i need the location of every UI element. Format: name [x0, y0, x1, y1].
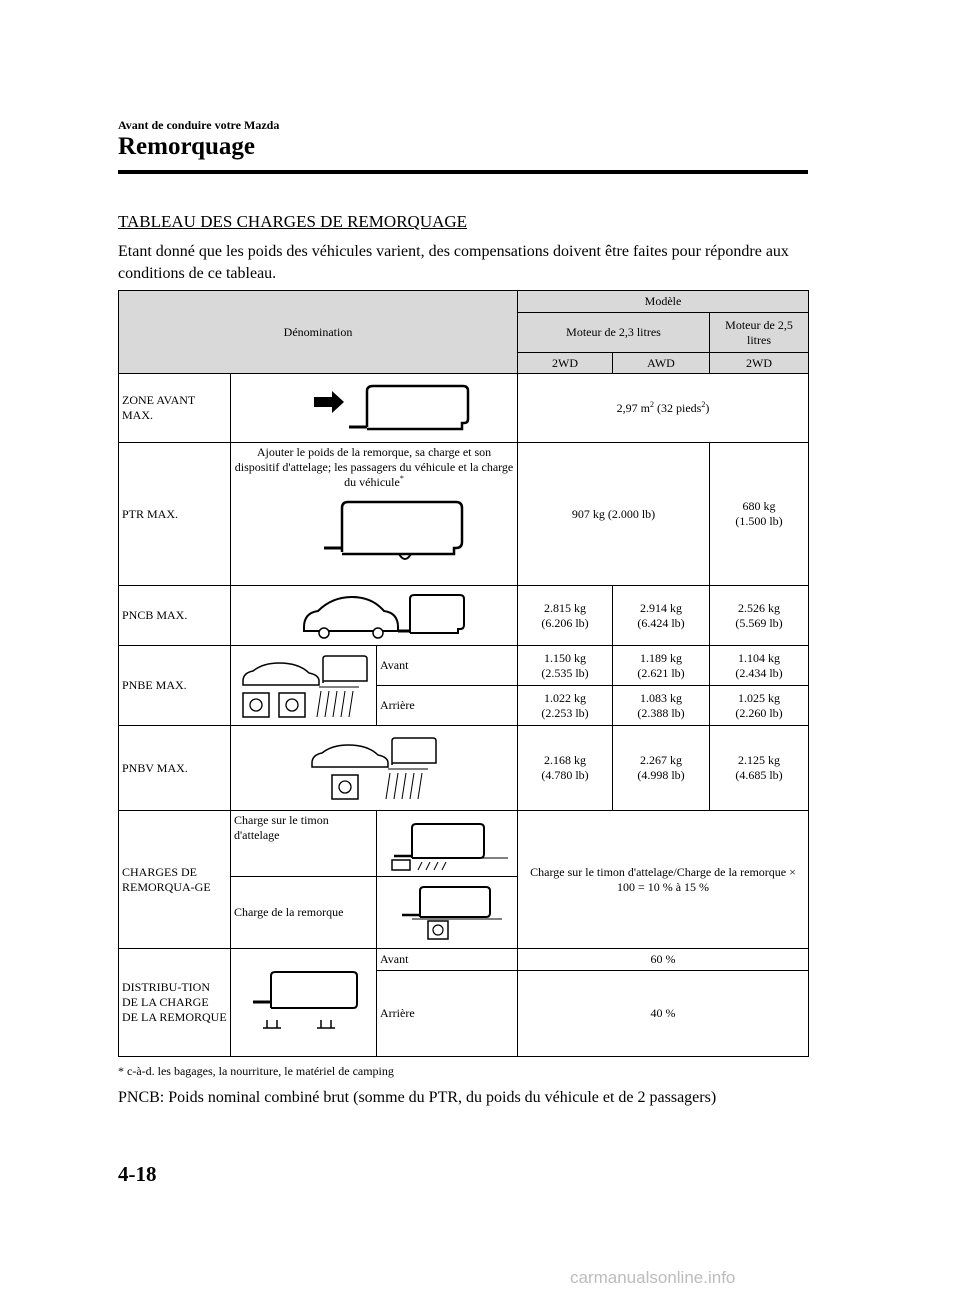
charges-timon-label: Charge sur le timon d'attelage — [231, 811, 377, 877]
header-awd-23: AWD — [613, 353, 710, 374]
title-rule — [118, 170, 808, 174]
pncb-illustration-cell — [231, 586, 518, 646]
ptr-value-25: 680 kg (1.500 lb) — [710, 443, 809, 586]
ptr-description: Ajouter le poids de la remorque, sa charge et son dispositif d'attelage; les passagers du véhicule et la charge du véhicule* — [234, 445, 514, 489]
pnbe-avant-3: 1.104 kg (2.434 lb) — [710, 646, 809, 686]
ptr-description-cell — [231, 443, 518, 586]
ptr-value-23: 907 kg (2.000 lb) — [518, 443, 710, 586]
trailer-weight-icon — [382, 883, 512, 943]
header-moteur-25: Moteur de 2,5 litres — [710, 313, 809, 353]
intro-paragraph: Etant donné que les poids des véhicules varient, des compensations doivent être faites pour répondre aux conditions de ce tableau. — [118, 243, 789, 282]
distribution-arriere-label: Arrière — [377, 971, 518, 1057]
distribution-avant-label: Avant — [377, 949, 518, 971]
towing-load-table — [118, 290, 809, 1057]
header-2wd-23: 2WD — [518, 353, 613, 374]
row-label-distribution: DISTRIBU-TION DE LA CHARGE DE LA REMORQUE — [119, 949, 231, 1057]
row-label-pnbe: PNBE MAX. — [119, 646, 231, 726]
pnbe-avant-2: 1.189 kg (2.621 lb) — [613, 646, 710, 686]
charges-remorque-illustration — [377, 877, 518, 949]
row-label-pncb: PNCB MAX. — [119, 586, 231, 646]
distribution-avant-value: 60 % — [518, 949, 809, 971]
car-trailer-icon — [274, 593, 474, 639]
pnbv-value-3: 2.125 kg (4.685 lb) — [710, 726, 809, 811]
page-title: Remorquage — [118, 133, 256, 160]
breadcrumb: Avant de conduire votre Mazda — [118, 118, 280, 132]
row-label-ptr: PTR MAX. — [119, 443, 231, 586]
pnbe-avant-1: 1.150 kg (2.535 lb) — [518, 646, 613, 686]
pnbe-avant-label: Avant — [377, 646, 518, 686]
axle-scale-icon — [235, 651, 373, 721]
row-label-charges: CHARGES DE REMORQUA-GE — [119, 811, 231, 949]
charges-timon-illustration — [377, 811, 518, 877]
header-moteur-23: Moteur de 2,3 litres — [518, 313, 710, 353]
pnbe-arriere-3: 1.025 kg (2.260 lb) — [710, 686, 809, 726]
pnbe-arriere-1: 1.022 kg (2.253 lb) — [518, 686, 613, 726]
pnbv-value-2: 2.267 kg (4.998 lb) — [613, 726, 710, 811]
pnbe-arriere-2: 1.083 kg (2.388 lb) — [613, 686, 710, 726]
page-number: 4-18 — [118, 1162, 157, 1186]
header-2wd-25: 2WD — [710, 353, 809, 374]
vehicle-scale-icon — [294, 733, 454, 803]
zone-value: 2,97 $m^2$ (32 pieds$^2$) — [518, 374, 809, 443]
pnbv-illustration-cell — [231, 726, 518, 811]
pncb-value-3: 2.526 kg (5.569 lb) — [710, 586, 809, 646]
trailer-front-arrow-icon — [274, 383, 474, 433]
charges-remorque-label: Charge de la remorque — [231, 877, 377, 949]
watermark: carmanualsonline.info — [570, 1268, 736, 1287]
row-label-zone: ZONE AVANT MAX. — [119, 374, 231, 443]
pnbv-value-1: 2.168 kg (4.780 lb) — [518, 726, 613, 811]
header-denomination: Dénomination — [119, 291, 518, 374]
trailer-icon — [274, 496, 474, 566]
pncb-value-1: 2.815 kg (6.206 lb) — [518, 586, 613, 646]
pnbe-arriere-label: Arrière — [377, 686, 518, 726]
pnbe-illustration-cell — [231, 646, 377, 726]
section-heading: TABLEAU DES CHARGES DE REMORQUAGE — [118, 212, 468, 231]
footnote: * c-à-d. les bagages, la nourriture, le matériel de camping — [118, 1064, 394, 1078]
load-distribution-icon — [239, 968, 369, 1038]
header-modele: Modèle — [518, 291, 809, 313]
distribution-arriere-value: 40 % — [518, 971, 809, 1057]
row-label-pnbv: PNBV MAX. — [119, 726, 231, 811]
pncb-value-2: 2.914 kg (6.424 lb) — [613, 586, 710, 646]
pncb-definition: PNCB: Poids nominal combiné brut (somme du PTR, du poids du véhicule et de 2 passagers) — [118, 1089, 717, 1106]
distribution-illustration-cell — [231, 949, 377, 1057]
charges-formula: Charge sur le timon d'attelage/Charge de la remorque × 100 = 10 % à 15 % — [518, 811, 809, 949]
tongue-weight-icon — [382, 816, 512, 872]
zone-illustration-cell — [231, 374, 518, 443]
